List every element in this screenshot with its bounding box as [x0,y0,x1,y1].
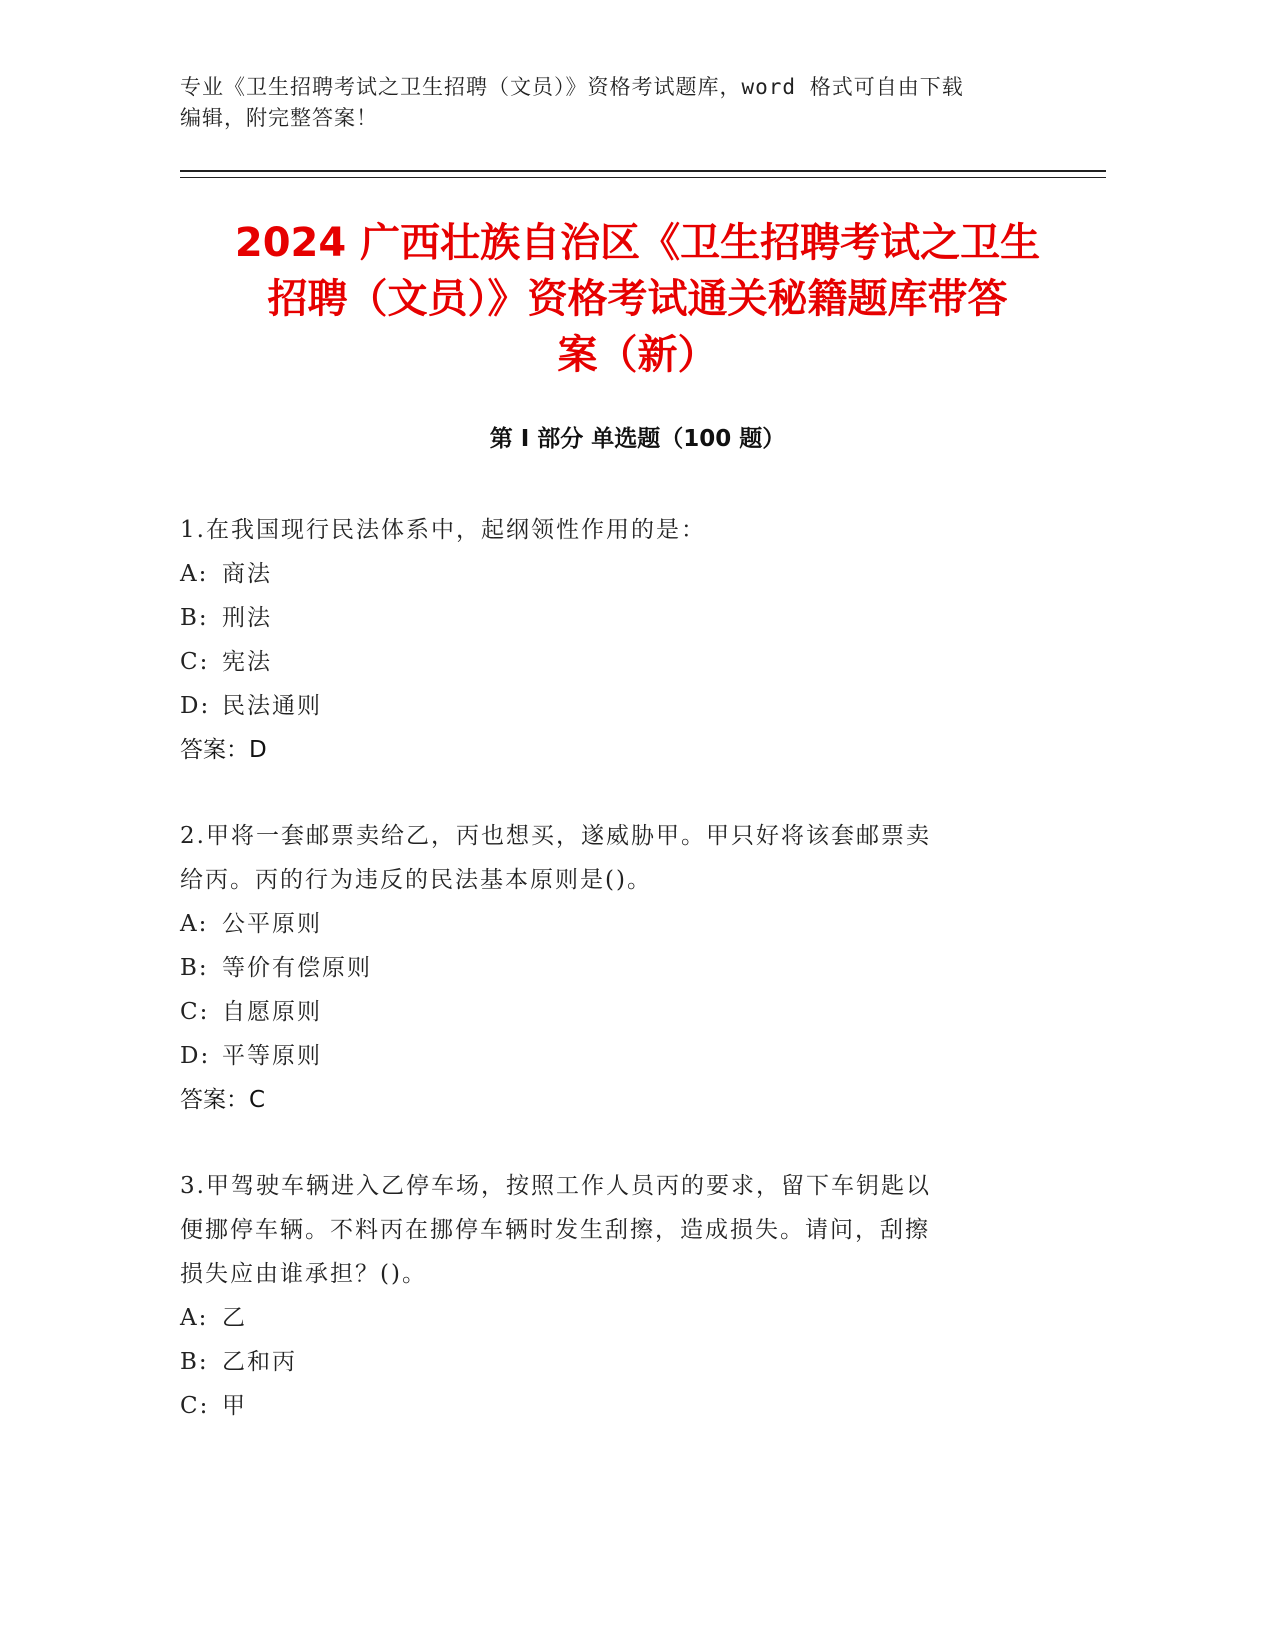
option-label: A: [180,911,209,937]
header-divider-thin [180,177,1106,178]
answer-prefix: 答案： [180,1087,249,1113]
option-text: 民法通则 [222,693,322,719]
answer-option [180,1296,1020,1340]
option-text: 平等原则 [222,1043,322,1069]
option-text: 商法 [222,561,272,587]
title-line3: 案（新） [557,332,718,378]
option-text: 公平原则 [222,911,322,937]
question-stem: 损失应由谁承担？()。 [180,1261,427,1287]
header-divider-thick [180,170,1106,172]
answer-option [180,1340,1020,1384]
question-block [180,1164,1020,1428]
answer-option [180,902,1020,946]
option-text: 宪法 [222,649,272,675]
option-text: 乙 [222,1305,247,1331]
option-text: 乙和丙 [222,1349,297,1375]
answer-option [180,552,1020,596]
answer-option [180,684,1020,728]
option-label: A: [180,561,209,587]
option-label: B: [180,955,209,981]
option-label: B: [180,1349,209,1375]
document-title [150,215,1125,383]
option-label: C: [180,649,210,675]
section-heading: 第 I 部分 单选题（100 题） [489,426,786,452]
option-label: A: [180,1305,209,1331]
question-block [180,814,1020,1122]
option-text: 刑法 [222,605,272,631]
option-text: 自愿原则 [222,999,322,1025]
option-text: 甲 [222,1393,247,1419]
answer-option [180,946,1020,990]
option-label: C: [180,1393,210,1419]
question-stem: 便挪停车辆。不料丙在挪停车辆时发生刮擦，造成损失。请问，刮擦 [180,1217,930,1243]
answer-prefix: 答案： [180,737,249,763]
header-note [180,72,1100,134]
question-stem: 给丙。丙的行为违反的民法基本原则是()。 [180,867,652,893]
option-label: B: [180,605,209,631]
header-note-line2: 编辑，附完整答案！ [180,106,378,130]
question-stem: 1.在我国现行民法体系中，起纲领性作用的是： [180,517,706,543]
question-block [180,508,1020,772]
header-note-line1: 专业《卫生招聘考试之卫生招聘（文员）》资格考试题库，word 格式可自由下载 [180,75,964,99]
answer-value: C [249,1087,266,1113]
answer-option [180,596,1020,640]
answer-option [180,1384,1020,1428]
question-list [180,508,1020,1470]
answer-line [180,728,1020,772]
option-label: D: [180,693,211,719]
title-line2: 招聘（文员）》资格考试通关秘籍题库带答 [267,276,1008,322]
title-line1: 2024 广西壮族自治区《卫生招聘考试之卫生 [234,220,1041,266]
option-text: 等价有偿原则 [222,955,372,981]
question-stem: 2.甲将一套邮票卖给乙，丙也想买，遂威胁甲。甲只好将该套邮票卖 [180,823,931,849]
answer-line [180,1078,1020,1122]
option-label: D: [180,1043,211,1069]
answer-value: D [249,737,267,763]
question-stem: 3.甲驾驶车辆进入乙停车场，按照工作人员丙的要求，留下车钥匙以 [180,1173,931,1199]
answer-option [180,990,1020,1034]
answer-option [180,1034,1020,1078]
answer-option [180,640,1020,684]
option-label: C: [180,999,210,1025]
